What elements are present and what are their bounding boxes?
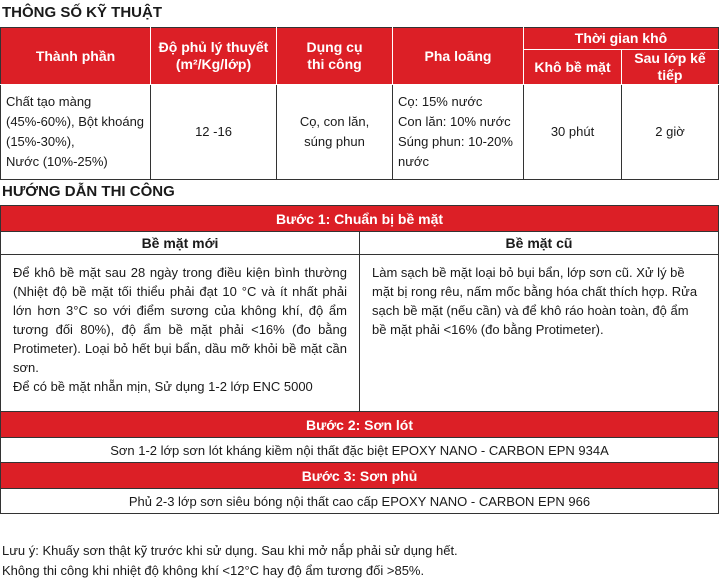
col-header-coverage: Độ phủ lý thuyết (m²/Kg/lớp) — [151, 28, 277, 85]
step3-title: Bước 3: Sơn phủ — [1, 463, 719, 489]
note-line-2: Không thi công khi nhiệt độ không khí <12°C hay độ ẩm tương đối >85%. — [2, 563, 425, 578]
col-header-thinning: Pha loãng — [393, 28, 524, 85]
new-surface-text: Để khô bề mặt sau 28 ngày trong điều kiện bình thường (Nhiệt độ bề mặt tối thiểu phải đạt 10 °C và ít nhất phải lớn hơn 3°C so với điểm sương của không khí, độ ẩm tương đối 80%), độ ẩm bề mặt phải <16% (đo bằng Protimeter). Loại bỏ hết bụi bẩn, dầu mỡ khỏi bề mặt cần sơn. Để có bề mặt nhẵn mịn, Sử dụng 1-2 lớp ENC 5000 — [1, 255, 360, 412]
step2-title: Bước 2: Sơn lót — [1, 412, 719, 438]
step3-text: Phủ 2-3 lớp sơn siêu bóng nội thất cao cấp EPOXY NANO - CARBON EPN 966 — [1, 489, 719, 514]
cell-next-coat: 2 giờ — [622, 85, 719, 180]
step2-text: Sơn 1-2 lớp sơn lót kháng kiềm nội thất đặc biệt EPOXY NANO - CARBON EPN 934A — [1, 438, 719, 463]
guide-heading: HƯỚNG DẪN THI CÔNG — [2, 183, 175, 200]
col-header-tools: Dụng cụ thi công — [277, 28, 393, 85]
new-surface-title: Bề mặt mới — [1, 232, 360, 255]
cell-tools: Cọ, con lăn, súng phun — [277, 85, 393, 180]
col-header-component: Thành phần — [1, 28, 151, 85]
cell-dry-surface: 30 phút — [524, 85, 622, 180]
old-surface-title: Bề mặt cũ — [360, 232, 719, 255]
note-line-1: Lưu ý: Khuấy sơn thật kỹ trước khi sử dụng. Sau khi mở nắp phải sử dụng hết. — [2, 543, 458, 558]
guide-table — [0, 205, 719, 514]
cell-coverage: 12 -16 — [151, 85, 277, 180]
spec-heading: THÔNG SỐ KỸ THUẬT — [2, 4, 162, 21]
old-surface-text: Làm sạch bề mặt loại bỏ bụi bẩn, lớp sơn cũ. Xử lý bề mặt bị rong rêu, nấm mốc bằng hóa chất thích hợp. Rửa sạch bề mặt (nếu cần) và để khô ráo hoàn toàn, độ ẩm bề mặt phải <16% (đo bằng Protimeter). — [360, 255, 719, 412]
spec-table — [0, 27, 719, 180]
cell-component: Chất tạo màng (45%-60%), Bột khoáng (15%-30%), Nước (10%-25%) — [1, 85, 151, 180]
col-header-next-coat: Sau lớp kế tiếp — [622, 50, 719, 85]
cell-thinning: Cọ: 15% nước Con lăn: 10% nước Súng phun: 10-20% nước — [393, 85, 524, 180]
step1-title: Bước 1: Chuẩn bị bề mặt — [1, 206, 719, 232]
col-header-drying: Thời gian khô — [524, 28, 719, 50]
col-header-dry-surface: Khô bề mặt — [524, 50, 622, 85]
